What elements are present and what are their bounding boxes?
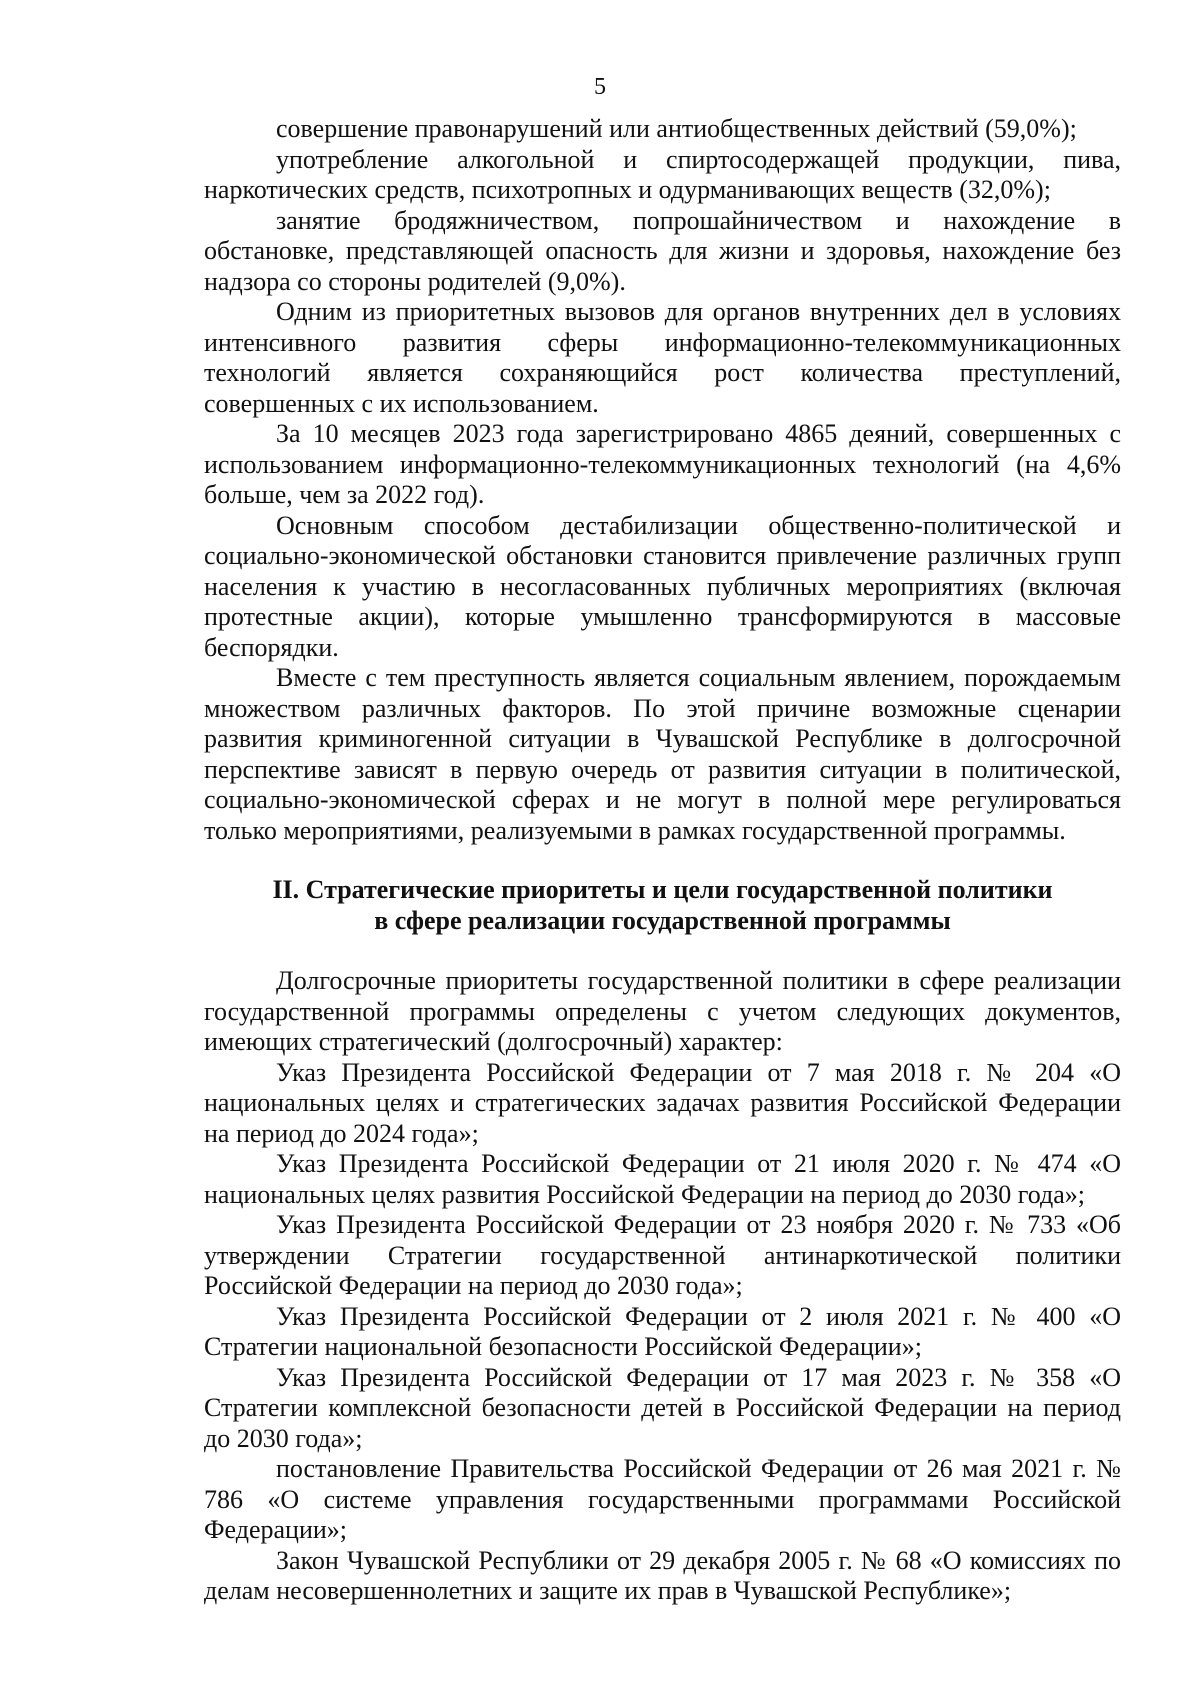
paragraph-crime-scenarios: Вместе с тем преступность является социальным явлением, порождаемым множеством различных факторов. По этой причине возможные сценарии развития криминогенной ситуации в Чувашской Республике в долгосрочной перспективе зависят в первую очередь от развития ситуации в политической, социально-экономической сферах и не могут в полной мере регулироваться только мероприятиями, реализуемыми в рамках государственной программы. bbox=[204, 663, 1121, 845]
section-heading-line-2: в сфере реализации государственной программы bbox=[374, 906, 951, 935]
paragraph-ict-statistics: За 10 месяцев 2023 года зарегистрировано 4865 деяний, совершенных с использованием информационно-телекоммуникационных технологий (на 4,6% больше, чем за 2022 год). bbox=[204, 419, 1121, 509]
paragraph-ict-challenge: Одним из приоритетных вызовов для органов внутренних дел в условиях интенсивного развития сферы информационно-телекоммуникационных технологий является сохраняющийся рост количества преступлений, совершенных с их использованием. bbox=[204, 297, 1121, 418]
paragraph-resolution-786: постановление Правительства Российской Федерации от 26 мая 2021 г. № 786 «О системе управления государственными программами Российской Федерации»; bbox=[204, 1454, 1121, 1544]
page-number: 5 bbox=[594, 74, 606, 100]
section-heading bbox=[204, 874, 1121, 936]
paragraph-decree-358: Указ Президента Российской Федерации от 17 мая 2023 г. № 358 «О Стратегии комплексной безопасности детей в Российской Федерации на период до 2030 года»; bbox=[204, 1362, 1121, 1453]
paragraph-decree-474: Указ Президента Российской Федерации от 21 июля 2020 г. № 474 «О национальных целях развития Российской Федерации на период до 2030 года»; bbox=[204, 1149, 1121, 1209]
paragraph-decree-400: Указ Президента Российской Федерации от 2 июля 2021 г. № 400 «О Стратегии национальной безопасности Российской Федерации»; bbox=[204, 1301, 1121, 1361]
paragraph-long-term-priorities: Долгосрочные приоритеты государственной политики в сфере реализации государственной программы определены с учетом следующих документов, имеющих стратегический (долгосрочный) характер: bbox=[204, 966, 1121, 1056]
paragraph-alcohol-drugs: употребление алкогольной и спиртосодержащей продукции, пива, наркотических средств, психотропных и одурманивающих веществ (32,0%); bbox=[204, 144, 1121, 204]
paragraph-decree-733: Указ Президента Российской Федерации от 23 ноября 2020 г. № 733 «Об утверждении Стратегии государственной антинаркотической политики Российской Федерации на период до 2030 года»; bbox=[204, 1210, 1121, 1300]
paragraph-vagrancy: занятие бродяжничеством, попрошайничеством и нахождение в обстановке, представляющей опасность для жизни и здоровья, нахождение без надзора со стороны родителей (9,0%). bbox=[204, 205, 1121, 296]
paragraph-offenses: совершение правонарушений или антиобщественных действий (59,0%); bbox=[276, 114, 1077, 143]
paragraph-law-68: Закон Чувашской Республики от 29 декабря 2005 г. № 68 «О комиссиях по делам несовершеннолетних и защите их прав в Чувашской Республике»; bbox=[204, 1545, 1121, 1605]
section-heading-line-1: II. Стратегические приоритеты и цели государственной политики bbox=[272, 875, 1053, 904]
document-body bbox=[204, 114, 1121, 1607]
paragraph-decree-204: Указ Президента Российской Федерации от 7 мая 2018 г. № 204 «О национальных целях и стратегических задачах развития Российской Федерации на период до 2024 года»; bbox=[204, 1057, 1121, 1148]
paragraph-destabilization: Основным способом дестабилизации общественно-политической и социально-экономической обстановки становится привлечение различных групп населения к участию в несогласованных публичных мероприятиях (включая протестные акции), которые умышленно трансформируются в массовые беспорядки. bbox=[204, 510, 1121, 662]
